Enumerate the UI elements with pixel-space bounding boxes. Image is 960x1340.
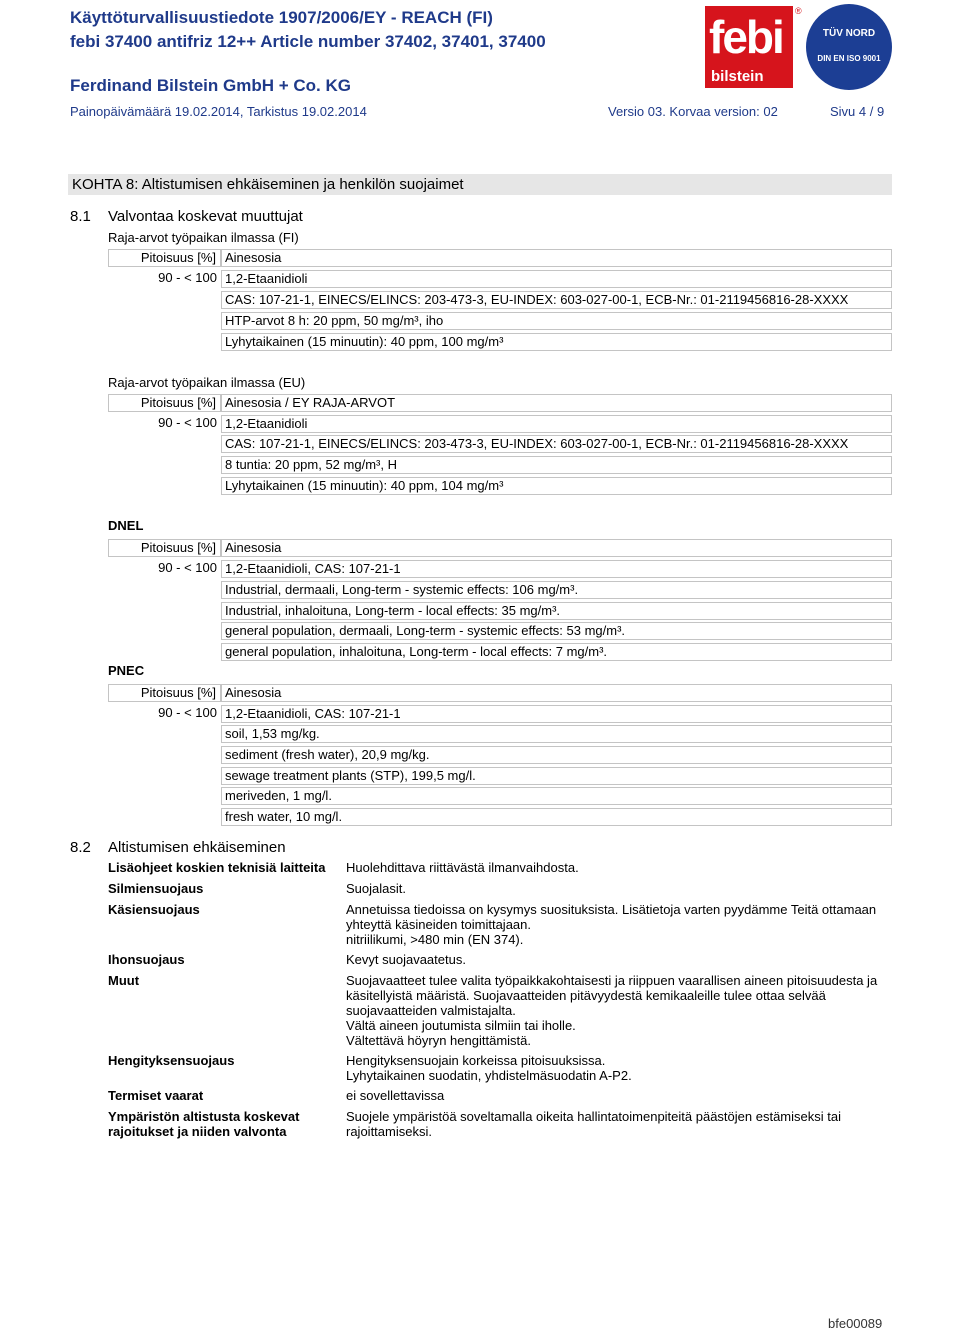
fi-row-cas: CAS: 107-21-1, EINECS/ELINCS: 203-473-3, EU-INDEX: 603-027-00-1, ECB-Nr.: 01-2119456816-28-XXXX	[221, 291, 892, 309]
thermal-value: ei sovellettavissa	[346, 1088, 445, 1103]
pnec-row: sewage treatment plants (STP), 199,5 mg/l.	[221, 767, 892, 785]
hand-value-2: yhteyttä käsineiden toimittajaan.	[346, 917, 531, 932]
s81-title: Valvontaa koskevat muuttujat	[108, 208, 303, 225]
dnel-heading: DNEL	[108, 518, 144, 533]
fi-row-htp: HTP-arvot 8 h: 20 ppm, 50 mg/m³, iho	[221, 312, 892, 330]
pnec-row: sediment (fresh water), 20,9 mg/kg.	[221, 746, 892, 764]
company-name: Ferdinand Bilstein GmbH + Co. KG	[70, 76, 351, 95]
eu-heading: Raja-arvot työpaikan ilmassa (EU)	[108, 375, 306, 390]
env-label-1: Ympäristön altistusta koskevat	[108, 1109, 300, 1124]
dnel-col1: Pitoisuus [%]	[108, 539, 221, 557]
pnec-col2: Ainesosia	[221, 684, 892, 702]
tech-label: Lisäohjeet koskien teknisiä laitteita	[108, 860, 326, 875]
fi-substance: 1,2-Etaanidioli	[221, 270, 892, 288]
eye-value: Suojalasit.	[346, 881, 406, 896]
dnel-substance: 1,2-Etaanidioli, CAS: 107-21-1	[221, 560, 892, 578]
eu-col1: Pitoisuus [%]	[108, 394, 221, 412]
eu-substance: 1,2-Etaanidioli	[221, 415, 892, 433]
thermal-label: Termiset vaarat	[108, 1088, 204, 1103]
registered-mark: ®	[795, 6, 802, 16]
eu-row-8h: 8 tuntia: 20 ppm, 52 mg/m³, H	[221, 456, 892, 474]
eye-label: Silmiensuojaus	[108, 881, 204, 896]
other-value-1: Suojavaatteet tulee valita työpaikkakohtaisesti ja riippuen vaarallisen aineen pitoisuudesta ja	[346, 973, 878, 988]
tech-value: Huolehdittava riittävästä ilmanvaihdosta.	[346, 860, 579, 875]
pnec-substance: 1,2-Etaanidioli, CAS: 107-21-1	[221, 705, 892, 723]
env-value-1: Suojele ympäristöä soveltamalla oikeita hallintatoimenpiteitä päästöjen estämiseksi tai	[346, 1109, 841, 1124]
env-value-2: rajoittamiseksi.	[346, 1124, 432, 1139]
fi-row-short: Lyhytaikainen (15 minuutin): 40 ppm, 100 mg/m³	[221, 333, 892, 351]
eu-conc: 90 - < 100	[158, 415, 217, 430]
product-name: febi 37400 antifriz 12++ Article number 37402, 37401, 37400	[70, 32, 546, 51]
pnec-row: soil, 1,53 mg/kg.	[221, 725, 892, 743]
logo-text: febi	[709, 11, 783, 63]
s82-num: 8.2	[70, 839, 91, 856]
eu-row-short: Lyhytaikainen (15 minuutin): 40 ppm, 104 mg/m³	[221, 477, 892, 495]
cert-top: TÜV NORD	[822, 28, 876, 39]
resp-value-2: Lyhytaikainen suodatin, yhdistelmäsuodatin A-P2.	[346, 1068, 632, 1083]
fi-conc: 90 - < 100	[158, 270, 217, 285]
tuv-cert-logo	[806, 4, 892, 90]
hand-value-1: Annetuissa tiedoissa on kysymys suosituksista. Lisätietoja varten pyydämme Teitä ottamaan	[346, 902, 877, 917]
pnec-col1: Pitoisuus [%]	[108, 684, 221, 702]
doc-title: Käyttöturvallisuustiedote 1907/2006/EY - REACH (FI)	[70, 8, 493, 27]
section-title: KOHTA 8: Altistumisen ehkäiseminen ja henkilön suojaimet	[72, 176, 464, 193]
hand-label: Käsiensuojaus	[108, 902, 200, 917]
dnel-row: general population, inhaloituna, Long-term - local effects: 7 mg/m³.	[221, 643, 892, 661]
pnec-conc: 90 - < 100	[158, 705, 217, 720]
fi-heading: Raja-arvot työpaikan ilmassa (FI)	[108, 230, 299, 245]
eu-row-cas: CAS: 107-21-1, EINECS/ELINCS: 203-473-3, EU-INDEX: 603-027-00-1, ECB-Nr.: 01-2119456816-28-XXXX	[221, 435, 892, 453]
other-value-4: Vältä aineen joutumista silmiin tai iholle.	[346, 1018, 576, 1033]
eu-col2: Ainesosia / EY RAJA-ARVOT	[221, 394, 892, 412]
s82-title: Altistumisen ehkäiseminen	[108, 839, 286, 856]
other-value-3: suojavaatteiden valmistajalta.	[346, 1003, 516, 1018]
other-value-2: käsitellyistä määristä. Suojavaatteiden pitävyydestä kemikaaleille tulee ottaa selvää	[346, 988, 826, 1003]
fi-col2: Ainesosia	[221, 249, 892, 267]
other-label: Muut	[108, 973, 140, 988]
hand-value-3: nitriilikumi, >480 min (EN 374).	[346, 932, 524, 947]
cert-mid: DIN EN ISO 9001	[817, 54, 881, 63]
dnel-conc: 90 - < 100	[158, 560, 217, 575]
dnel-col2: Ainesosia	[221, 539, 892, 557]
section-title-bar	[68, 174, 892, 195]
env-label-2: rajoitukset ja niiden valvonta	[108, 1124, 287, 1139]
pnec-heading: PNEC	[108, 663, 145, 678]
page-number: Sivu 4 / 9	[830, 104, 885, 119]
skin-label: Ihonsuojaus	[108, 952, 185, 967]
dnel-row: Industrial, inhaloituna, Long-term - local effects: 35 mg/m³.	[221, 602, 892, 620]
logo-sub: bilstein	[711, 68, 764, 85]
pnec-row: meriveden, 1 mg/l.	[221, 787, 892, 805]
febi-logo	[705, 6, 793, 88]
print-date: Painopäivämäärä 19.02.2014, Tarkistus 19.02.2014	[70, 104, 367, 119]
pnec-row: fresh water, 10 mg/l.	[221, 808, 892, 826]
fi-col1: Pitoisuus [%]	[108, 249, 221, 267]
resp-label: Hengityksensuojaus	[108, 1053, 235, 1068]
footer-code: bfe00089	[828, 1316, 883, 1331]
version-info: Versio 03. Korvaa version: 02	[608, 104, 778, 119]
skin-value: Kevyt suojavaatetus.	[346, 952, 466, 967]
dnel-row: Industrial, dermaali, Long-term - systemic effects: 106 mg/m³.	[221, 581, 892, 599]
other-value-5: Vältettävä höyryn hengittämistä.	[346, 1033, 531, 1048]
s81-num: 8.1	[70, 208, 91, 225]
dnel-row: general population, dermaali, Long-term - systemic effects: 53 mg/m³.	[221, 622, 892, 640]
resp-value-1: Hengityksensuojain korkeissa pitoisuuksissa.	[346, 1053, 606, 1068]
